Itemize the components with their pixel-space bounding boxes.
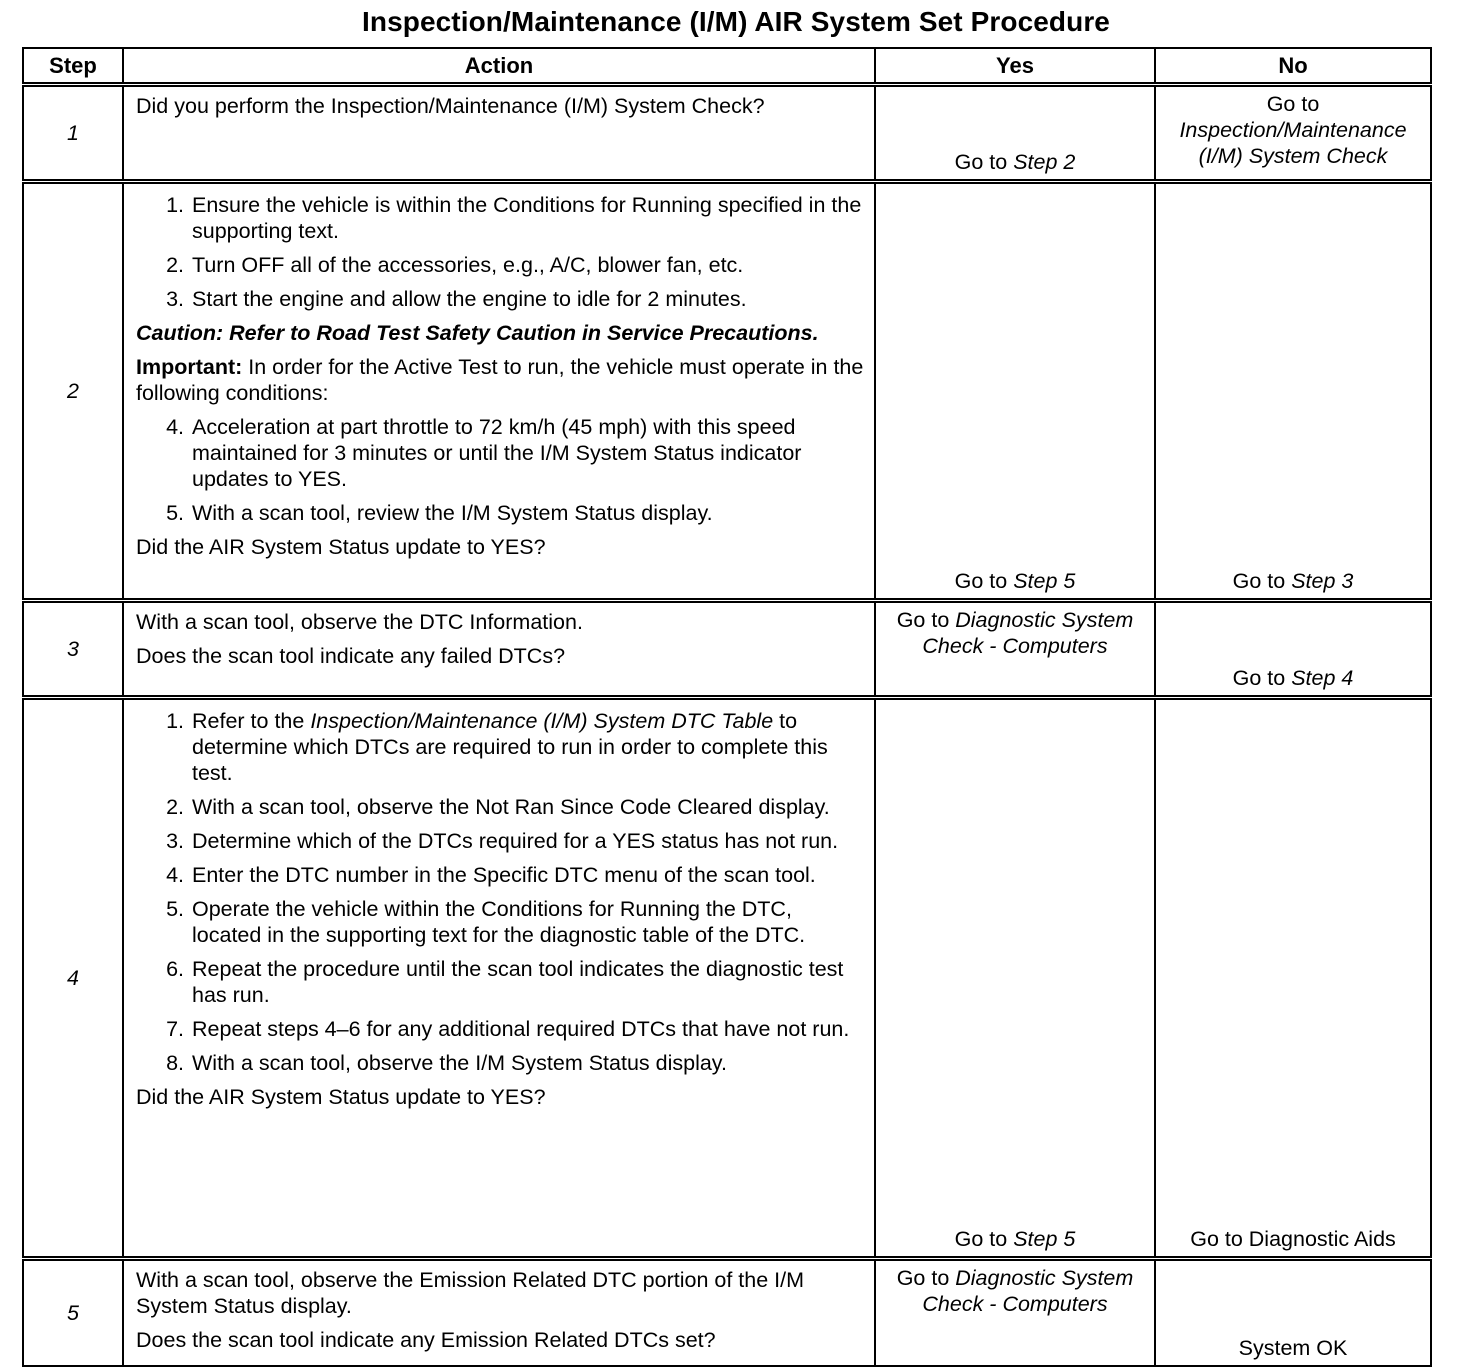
step-number: 4 <box>23 698 123 1259</box>
yes-cell: Go to Step 5 <box>875 182 1155 601</box>
header-step: Step <box>23 48 123 85</box>
yes-link-step-5[interactable]: Step 5 <box>1013 569 1076 593</box>
dtc-table-link[interactable]: Inspection/Maintenance (I/M) System DTC Table <box>310 709 774 733</box>
yes-link-step-5[interactable]: Step 5 <box>1013 1227 1076 1251</box>
no-cell <box>1155 698 1431 1259</box>
yes-cell: Go to Diagnostic System Check - Computers <box>875 601 1155 698</box>
action-cell <box>123 85 875 182</box>
procedure-table <box>22 47 1432 1367</box>
action-question: Did the AIR System Status update to YES? <box>136 1085 546 1109</box>
yes-cell: Go to Diagnostic System Check - Computers <box>875 1259 1155 1367</box>
action-question: Does the scan tool indicate any Emission Related DTCs set? <box>136 1328 716 1352</box>
action-cell <box>123 601 875 698</box>
list-item: 3. Start the engine and allow the engine to idle for 2 minutes. <box>166 287 747 311</box>
list-item: 1. Ensure the vehicle is within the Conditions for Running specified in the supporting text. <box>166 193 862 243</box>
action-text: With a scan tool, observe the Emission Related DTC portion of the I/M System Status display. <box>136 1268 804 1318</box>
no-cell <box>1155 1259 1431 1367</box>
list-item: 1. Refer to the Inspection/Maintenance (I/M) System DTC Table to determine which DTCs are required to run in order to complete this test. <box>166 709 828 785</box>
no-cell <box>1155 85 1431 182</box>
list-item: 7. Repeat steps 4–6 for any additional required DTCs that have not run. <box>166 1017 850 1041</box>
no-link-step-4[interactable]: Step 4 <box>1291 666 1354 690</box>
action-cell <box>123 1259 875 1367</box>
yes-link-diagnostic-system-check[interactable]: Diagnostic System Check - Computers <box>922 608 1134 658</box>
action-question: Did the AIR System Status update to YES? <box>136 535 546 559</box>
header-no: No <box>1155 48 1431 85</box>
table-row-step-1 <box>23 85 1431 182</box>
important-note: Important: In order for the Active Test to run, the vehicle must operate in the following conditions: <box>136 355 864 405</box>
list-item: 6. Repeat the procedure until the scan tool indicates the diagnostic test has run. <box>166 957 844 1007</box>
list-item: 2. With a scan tool, observe the Not Ran Since Code Cleared display. <box>166 795 830 819</box>
list-item: 4. Enter the DTC number in the Specific DTC menu of the scan tool. <box>166 863 816 887</box>
list-item: 3. Determine which of the DTCs required for a YES status has not run. <box>166 829 839 853</box>
yes-prefix: Go to <box>954 150 1014 174</box>
page-title: Inspection/Maintenance (I/M) AIR System Set Procedure <box>362 6 1110 37</box>
table-header-row <box>23 48 1431 85</box>
header-yes: Yes <box>875 48 1155 85</box>
no-cell: Go to Step 4 <box>1155 601 1431 698</box>
yes-cell: Go to Step 5 <box>875 698 1155 1259</box>
header-action: Action <box>123 48 875 85</box>
action-cell <box>123 698 875 1259</box>
action-text: With a scan tool, observe the DTC Information. <box>136 610 583 634</box>
yes-cell <box>875 85 1155 182</box>
action-cell <box>123 182 875 601</box>
action-question: Did you perform the Inspection/Maintenance (I/M) System Check? <box>136 94 765 118</box>
step-number: 1 <box>23 85 123 182</box>
step-number: 3 <box>23 601 123 698</box>
list-item: 2. Turn OFF all of the accessories, e.g., A/C, blower fan, etc. <box>166 253 744 277</box>
step-number: 5 <box>23 1259 123 1367</box>
yes-link-diagnostic-system-check[interactable]: Diagnostic System Check - Computers <box>922 1266 1134 1316</box>
action-list <box>136 708 864 1076</box>
table-row-step-2 <box>23 182 1431 601</box>
step-number: 2 <box>23 182 123 601</box>
yes-link-step-2[interactable]: Step 2 <box>1013 150 1076 174</box>
system-ok-text: System OK <box>1238 1336 1348 1360</box>
table-row-step-5 <box>23 1259 1431 1367</box>
action-list <box>136 192 864 312</box>
list-item: 8. With a scan tool, observe the I/M System Status display. <box>166 1051 727 1075</box>
no-prefix: Go to <box>1266 92 1320 116</box>
no-cell: Go to Step 3 <box>1155 182 1431 601</box>
no-link-step-3[interactable]: Step 3 <box>1291 569 1354 593</box>
action-list <box>136 414 864 526</box>
list-item: 4. Acceleration at part throttle to 72 km/h (45 mph) with this speed maintained for 3 minutes or until the I/M System Status indicator updates to YES. <box>166 415 802 491</box>
caution-note: Caution: Refer to Road Test Safety Caution in Service Precautions. <box>136 321 819 345</box>
table-row-step-4 <box>23 698 1431 1259</box>
action-question: Does the scan tool indicate any failed DTCs? <box>136 644 566 668</box>
list-item: 5. Operate the vehicle within the Conditions for Running the DTC, located in the supporting text for the diagnostic table of the DTC. <box>166 897 806 947</box>
table-row-step-3 <box>23 601 1431 698</box>
list-item: 5. With a scan tool, review the I/M System Status display. <box>166 501 713 525</box>
no-link-im-system-check[interactable]: Inspection/Maintenance (I/M) System Check <box>1179 118 1407 168</box>
no-link-diagnostic-aids[interactable]: Go to Diagnostic Aids <box>1190 1227 1396 1251</box>
